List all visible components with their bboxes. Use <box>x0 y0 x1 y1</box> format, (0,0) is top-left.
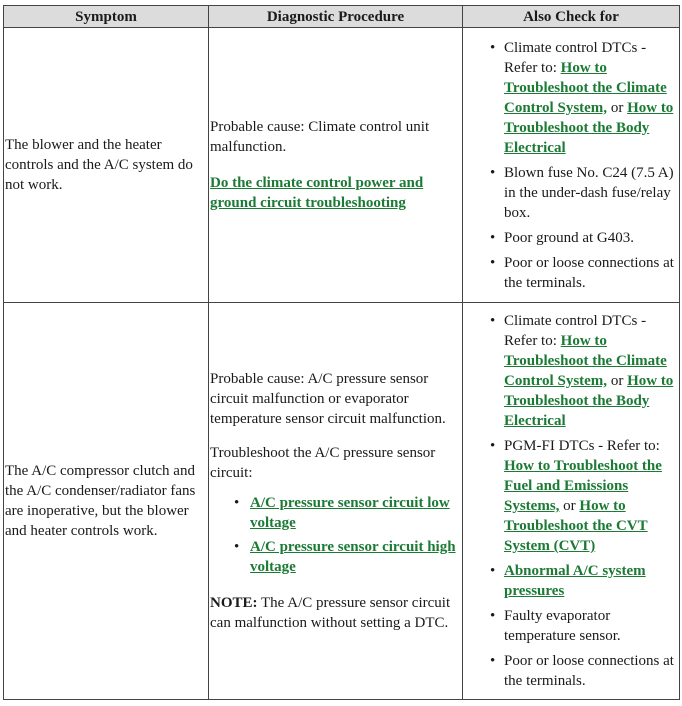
body-electrical-troubleshoot-link[interactable]: How to Troubleshoot the Body Electrical <box>504 373 674 429</box>
header-symptom: Symptom <box>4 6 209 28</box>
list-item <box>504 561 678 601</box>
note-text: NOTE: The A/C pressure sensor circuit can malfunction without setting a DTC. <box>210 595 451 631</box>
procedure-cell <box>209 303 463 700</box>
cvt-troubleshoot-link[interactable]: How to Troubleshoot the CVT System (CVT) <box>504 498 648 554</box>
diagnostic-table <box>3 5 680 700</box>
list-item <box>250 537 461 577</box>
pressure-sensor-high-voltage-link[interactable]: A/C pressure sensor circuit high voltage <box>250 539 456 575</box>
probable-cause-text: Probable cause: A/C pressure sensor circuit malfunction or evaporator temperature sensor circuit malfunction. <box>210 371 446 427</box>
procedure-cell <box>209 28 463 303</box>
body-electrical-troubleshoot-link[interactable]: How to Troubleshoot the Body Electrical <box>504 99 674 156</box>
also-check-list <box>464 311 678 691</box>
table-row <box>4 303 680 700</box>
list-item: • Poor or loose connections at the terminals. <box>504 253 678 293</box>
probable-cause-text: Probable cause: Climate control unit malfunction. <box>210 119 430 155</box>
table-row <box>4 28 680 303</box>
symptom-text: The blower and the heater controls and the A/C system do not work. <box>5 137 193 193</box>
troubleshoot-intro-text: Troubleshoot the A/C pressure sensor circuit: <box>210 445 436 481</box>
header-also-check-for: Also Check for <box>463 6 680 28</box>
list-item: • Poor or loose connections at the terminals. <box>504 651 678 691</box>
list-item <box>250 493 461 533</box>
list-item: • Climate control DTCs - Refer to: How to Troubleshoot the Climate Control System, or How to Troubleshoot the Body Electrical <box>504 38 678 158</box>
pressure-sensor-low-voltage-link[interactable]: A/C pressure sensor circuit low voltage <box>250 495 450 531</box>
abnormal-ac-pressures-link[interactable]: Abnormal A/C system pressures <box>504 563 646 599</box>
list-item: • Blown fuse No. C24 (7.5 A) in the under-dash fuse/relay box. <box>504 163 678 223</box>
list-item: • Faulty evaporator temperature sensor. <box>504 606 678 646</box>
climate-control-troubleshoot-link[interactable]: How to Troubleshoot the Climate Control System, <box>504 333 667 389</box>
list-item: • Poor ground at G403. <box>504 228 678 248</box>
symptom-text: The A/C compressor clutch and the A/C condenser/radiator fans are inoperative, but the blower and heater controls work. <box>5 463 196 539</box>
header-diagnostic-procedure: Diagnostic Procedure <box>209 6 463 28</box>
list-item: • PGM-FI DTCs - Refer to: How to Troubleshoot the Fuel and Emissions Systems, or How to Troubleshoot the CVT System (CVT) <box>504 436 678 556</box>
climate-control-troubleshoot-link[interactable]: How to Troubleshoot the Climate Control System, <box>504 59 667 116</box>
also-check-list <box>464 38 678 293</box>
also-check-cell <box>463 303 680 700</box>
also-check-cell <box>463 28 680 303</box>
fuel-emissions-troubleshoot-link[interactable]: How to Troubleshoot the Fuel and Emissions Systems, <box>504 458 662 514</box>
power-ground-troubleshooting-link[interactable]: Do the climate control power and ground circuit troubleshooting <box>210 175 424 211</box>
note-label: NOTE: <box>210 595 258 611</box>
header-row <box>4 6 680 28</box>
troubleshoot-steps-list <box>210 493 461 577</box>
symptom-cell <box>4 303 209 700</box>
list-item: • Climate control DTCs - Refer to: How to Troubleshoot the Climate Control System, or How to Troubleshoot the Body Electrical <box>504 311 678 431</box>
symptom-cell <box>4 28 209 303</box>
